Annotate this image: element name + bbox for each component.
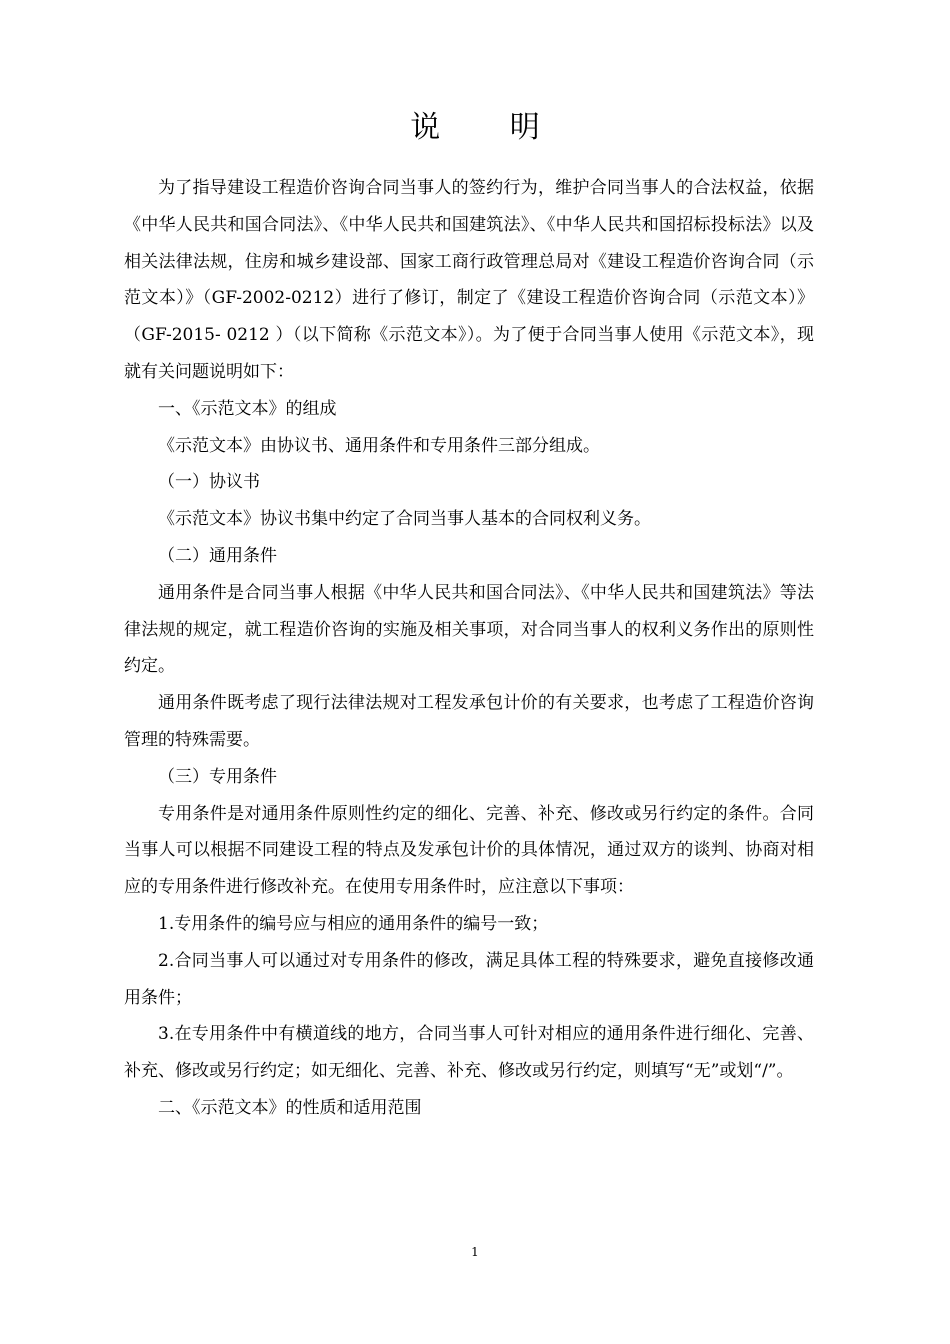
- list-item-1: 1.专用条件的编号应与相应的通用条件的编号一致；: [158, 913, 549, 934]
- paragraph-special-conditions: 专用条件是对通用条件原则性约定的细化、完善、补充、修改或另行约定的条件。合同当事人可以根据不同建设工程的特点及发承包计价的具体情况，通过双方的谈判、协商对相应的专用条件进行修改补充。在使用专用条件时，应注意以下事项：: [124, 803, 814, 898]
- paragraph-intro: 为了指导建设工程造价咨询合同当事人的签约行为，维护合同当事人的合法权益，依据《中华人民共和国合同法》、《中华人民共和国建筑法》、《中华人民共和国招标投标法》以及相关法律法规，住房和城乡建设部、国家工商行政管理总局对《建设工程造价咨询合同（示范文本）》（GF-2002-0212）进行了修订，制定了《建设工程造价咨询合同（示范文本）》（GF-2015- 0212 ）（以下简称《示范文本》）。为了便于合同当事人使用《示范文本》，现就有关问题说明如下：: [124, 178, 814, 382]
- paragraph-composition: 《示范文本》由协议书、通用条件和专用条件三部分组成。: [158, 435, 600, 456]
- heading-section-1: 一、《示范文本》的组成: [158, 398, 337, 419]
- page-number: 1: [471, 1245, 479, 1259]
- paragraph-general-conditions-2: 通用条件既考虑了现行法律法规对工程发承包计价的有关要求，也考虑了工程造价咨询管理的特殊需要。: [124, 693, 814, 750]
- document-body: [124, 170, 814, 1127]
- heading-special-conditions: （三）专用条件: [158, 766, 277, 787]
- heading-section-2: 二、《示范文本》的性质和适用范围: [158, 1097, 422, 1118]
- heading-general-conditions: （二）通用条件: [158, 545, 277, 566]
- paragraph-general-conditions-1: 通用条件是合同当事人根据《中华人民共和国合同法》、《中华人民共和国建筑法》等法律法规的规定，就工程造价咨询的实施及相关事项，对合同当事人的权利义务作出的原则性约定。: [124, 582, 814, 677]
- paragraph-agreement: 《示范文本》协议书集中约定了合同当事人基本的合同权利义务。: [158, 509, 651, 530]
- list-item-2: 2.合同当事人可以通过对专用条件的修改，满足具体工程的特殊要求，避免直接修改通用条件；: [124, 950, 814, 1008]
- document-title: 说 明: [410, 110, 570, 145]
- list-item-3: 3.在专用条件中有横道线的地方，合同当事人可针对相应的通用条件进行细化、完善、补充、修改或另行约定；如无细化、完善、补充、修改或另行约定，则填写“无”或划“/”。: [124, 1024, 814, 1082]
- heading-agreement: （一）协议书: [158, 472, 260, 493]
